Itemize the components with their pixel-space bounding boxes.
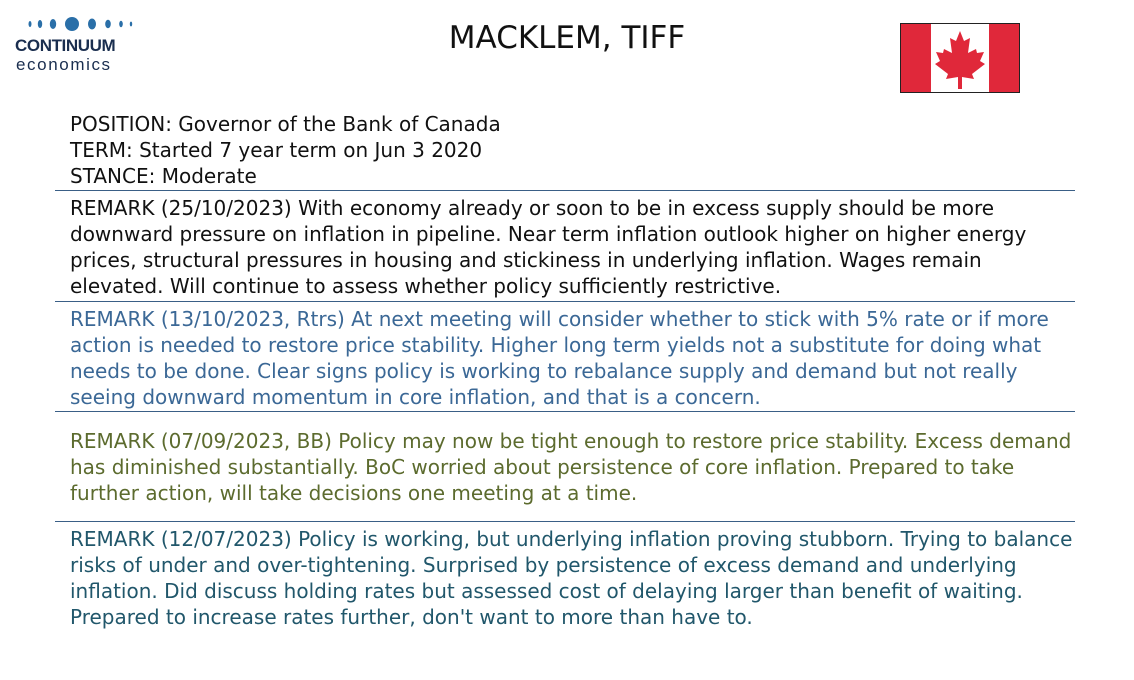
logo-subtitle: economics — [16, 55, 112, 74]
divider — [55, 521, 1075, 522]
remark-item: REMARK (12/07/2023) Policy is working, but underlying inflation proving stubborn. Trying to balance risks of under and over-tightening. Surprised by persistence of excess demand and underlying inflation. Did discuss holding rates but assessed cost of delaying larger than benefit of waiting. Prepared to increase rates further, don't want to more than have to. — [70, 527, 1073, 629]
profile-info — [70, 111, 501, 189]
divider — [55, 411, 1075, 412]
remark-item: REMARK (07/09/2023, BB) Policy may now be tight enough to restore price stability. Excess demand has diminished substantially. BoC worried about persistence of core inflation. Prepared to take further action, will take decisions one meeting at a time. — [70, 429, 1072, 505]
position-text: POSITION: Governor of the Bank of Canada — [70, 112, 501, 136]
page-title: MACKLEM, TIFF — [448, 20, 686, 56]
remark-item: REMARK (25/10/2023) With economy already or soon to be in excess supply should be more downward pressure on inflation in pipeline. Near term inflation outlook higher on higher energy prices, structural pressures in housing and stickiness in underlying inflation. Wages remain elevated. Will continue to assess whether policy sufficiently restrictive. — [70, 196, 1027, 298]
remark-item: REMARK (13/10/2023, Rtrs) At next meeting will consider whether to stick with 5% rate or if more action is needed to restore price stability. Higher long term yields not a substitute for doing what needs to be done. Clear signs policy is working to rebalance supply and demand but not really seeing downward momentum in core inflation, and that is a concern. — [70, 307, 1049, 409]
canada-flag-icon — [900, 23, 1020, 93]
stance-text: STANCE: Moderate — [70, 164, 257, 188]
divider — [55, 301, 1075, 302]
logo-name: CONTINUUM — [15, 36, 116, 55]
term-text: TERM: Started 7 year term on Jun 3 2020 — [70, 138, 483, 162]
divider — [55, 190, 1075, 191]
